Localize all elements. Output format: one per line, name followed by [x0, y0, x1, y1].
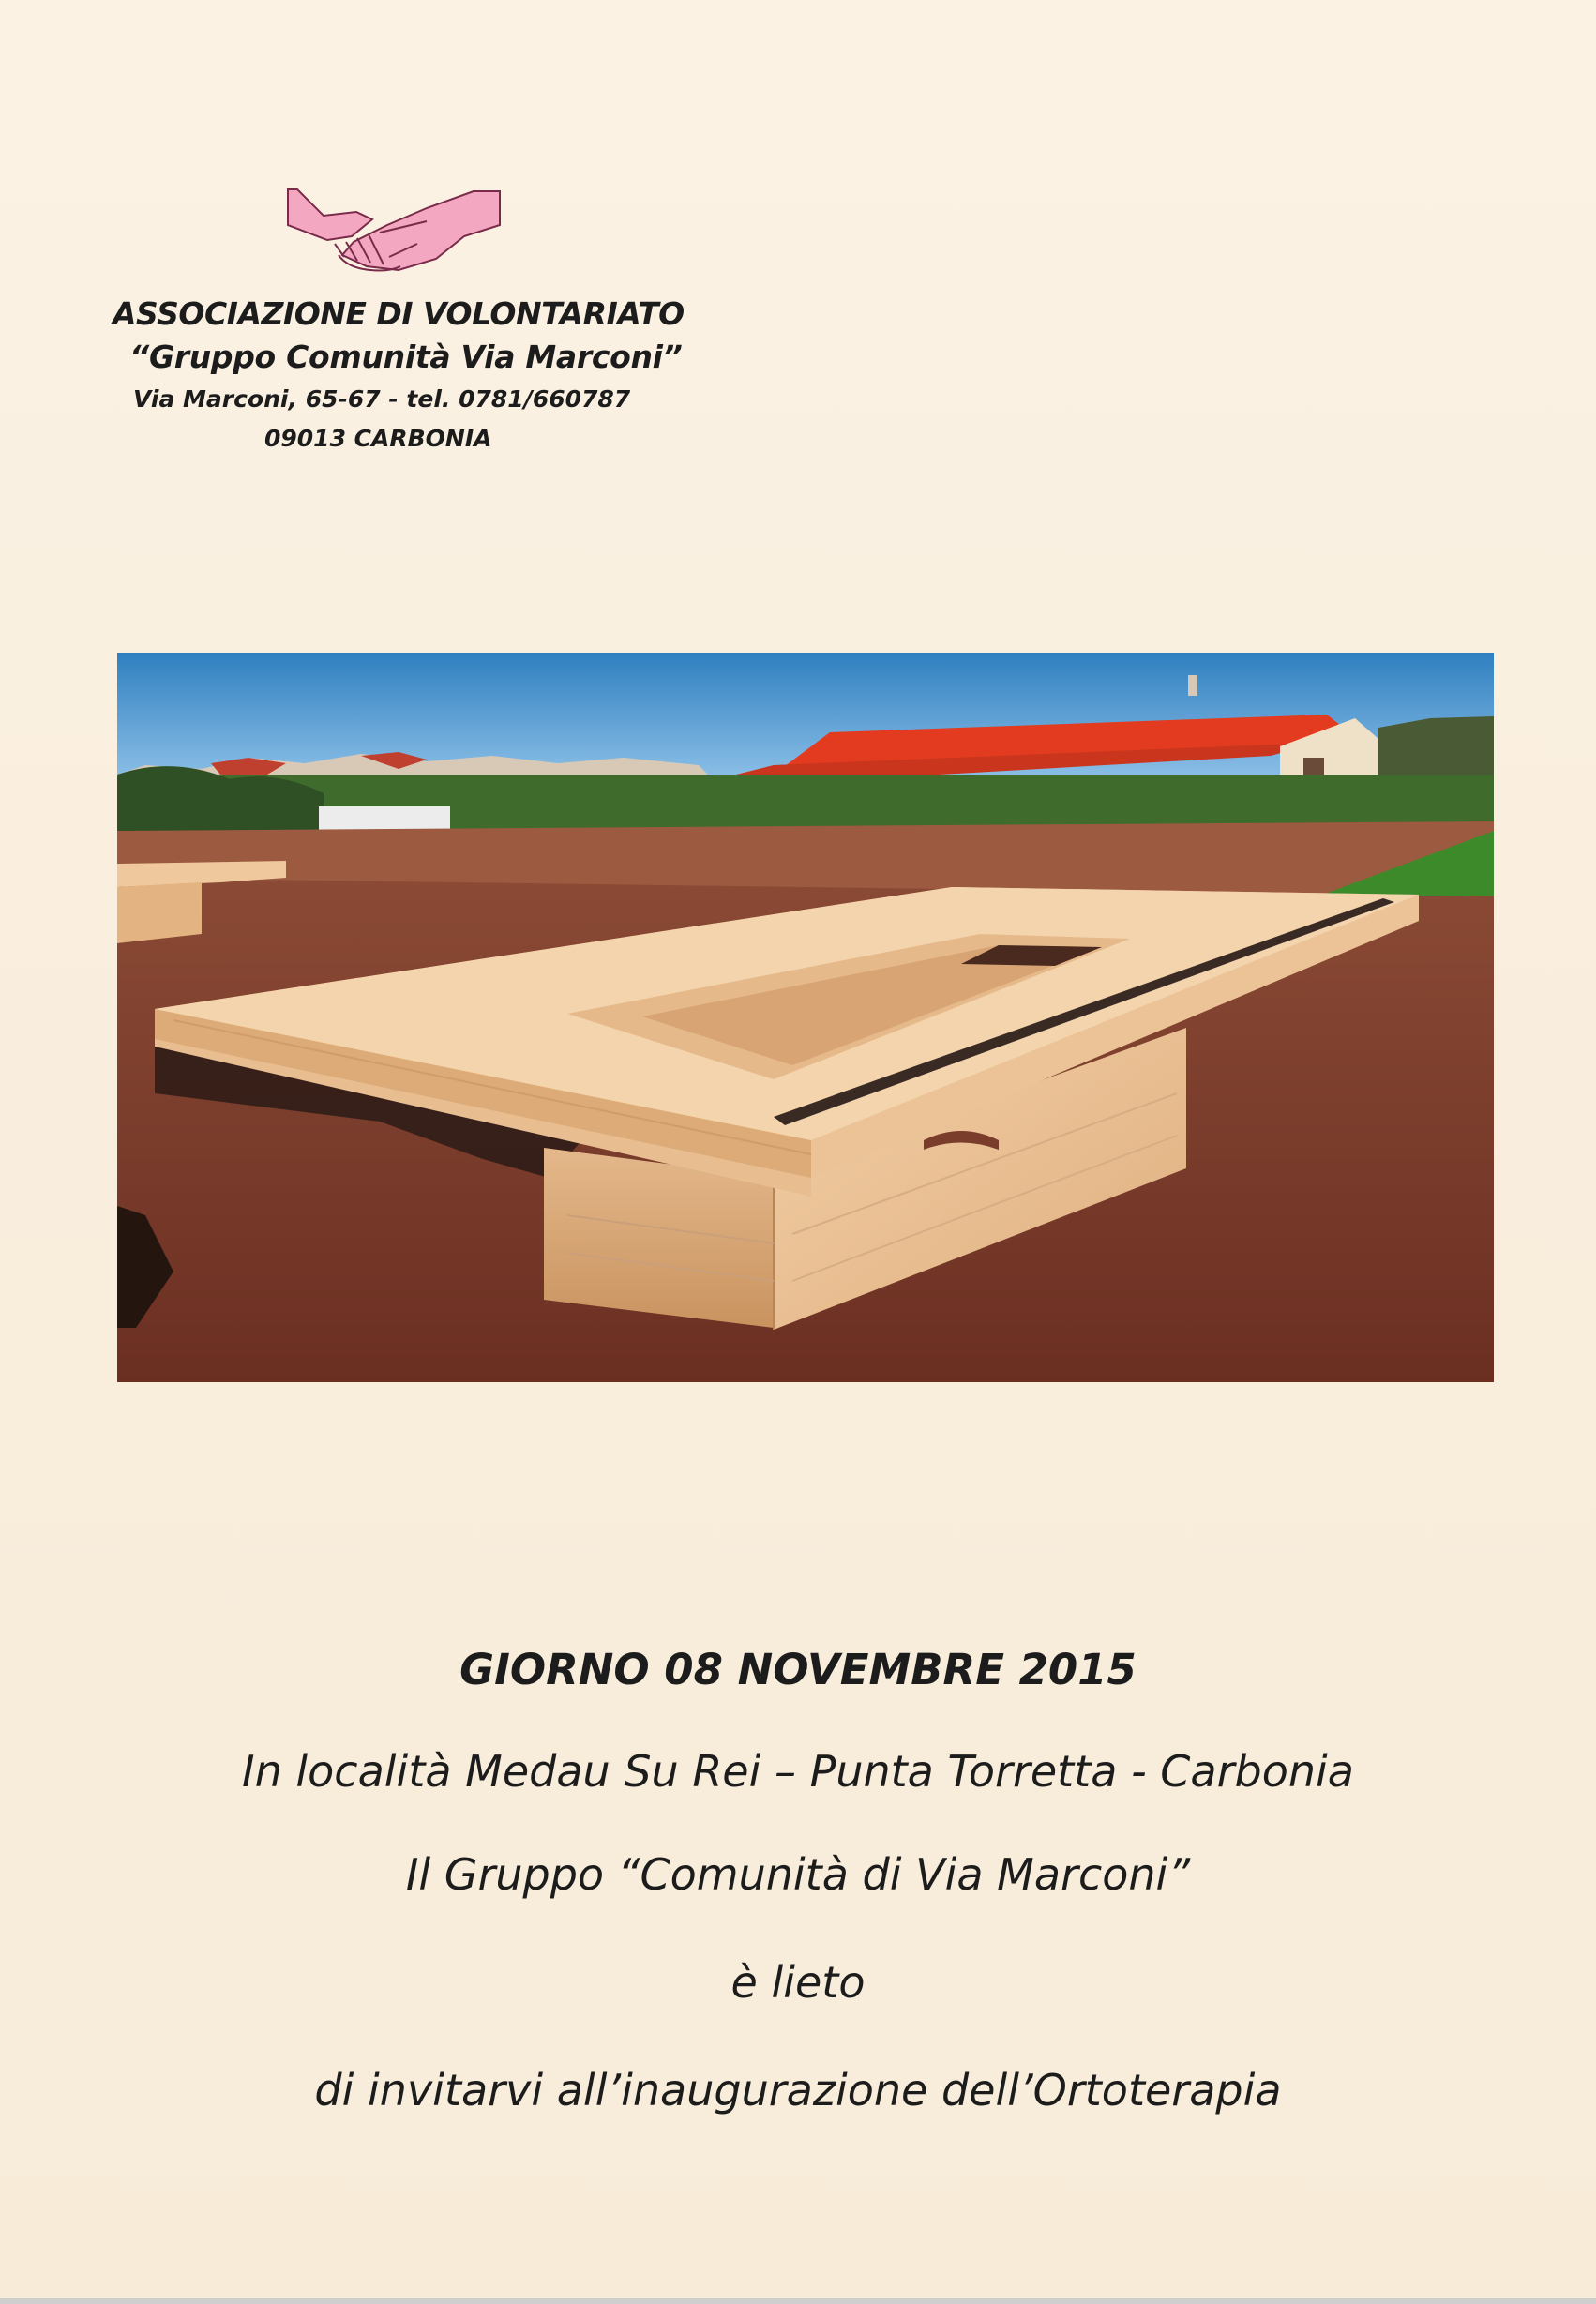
organization-city: 09013 CARBONIA: [264, 425, 492, 452]
handshake-icon: [286, 188, 506, 281]
invitation-message: di invitarvi all’inaugurazione dell’Ortoterapia: [314, 2065, 1282, 2116]
invitation-verb: è lieto: [730, 1957, 866, 2008]
group-name: Il Gruppo “Comunità di Via Marconi”: [405, 1849, 1191, 1900]
garden-bed-photo: [117, 653, 1494, 1382]
organization-name: “Gruppo Comunità Via Marconi”: [129, 339, 683, 375]
page-bottom-edge: [0, 2298, 1596, 2304]
organization-title: ASSOCIAZIONE DI VOLONTARIATO: [113, 295, 685, 332]
event-date: GIORNO 08 NOVEMBRE 2015: [459, 1645, 1137, 1694]
event-location: In località Medau Su Rei – Punta Torretta - Carbonia: [242, 1746, 1354, 1797]
organization-address: Via Marconi, 65-67 - tel. 0781/660787: [133, 385, 631, 413]
handshake-logo: [286, 188, 506, 281]
